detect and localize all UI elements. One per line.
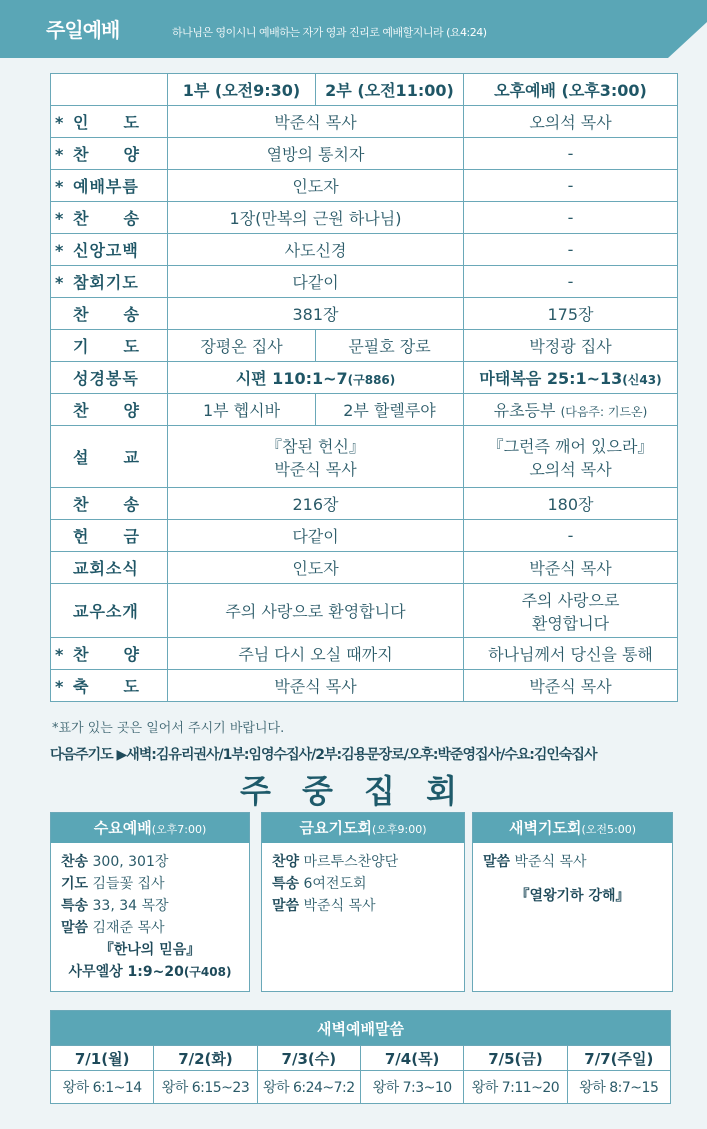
table-row xyxy=(51,638,678,670)
box-body: 말씀 박준식 목사 『열왕기하 강해』 xyxy=(473,843,672,915)
table-header-row xyxy=(51,74,678,106)
corner-cell xyxy=(51,74,168,106)
page-title: 주일예배 xyxy=(46,18,120,42)
morning-cell: 주님 다시 오실 때까지 xyxy=(168,638,464,670)
box-body: 찬양 마르투스찬양단 특송 6여전도회 말씀 박준식 목사 xyxy=(272,854,399,914)
table-row xyxy=(51,202,678,234)
afternoon-cell: - xyxy=(464,520,678,552)
second-service-cell: 문필호 장로 xyxy=(316,330,464,362)
table-row xyxy=(51,584,678,638)
afternoon-cell: 마태복음 25:1~13(신43) xyxy=(464,362,678,394)
stand-marker: * xyxy=(55,145,65,164)
table-row xyxy=(51,362,678,394)
dawn-prayer-box xyxy=(472,812,673,992)
scripture-cell: 왕하 6:24~7:2 xyxy=(257,1071,360,1104)
sermon-title: 『열왕기하 강해』 xyxy=(515,888,630,904)
afternoon-cell: - xyxy=(464,138,678,170)
first-service-cell: 장평온 집사 xyxy=(168,330,316,362)
table-row xyxy=(51,330,678,362)
box-body: 찬송 300, 301장 기도 김들꽃 집사 특송 33, 34 목장 말씀 김재준 목사 『한나의 믿음』 사무엘상 1:9~20(구408) xyxy=(51,843,249,991)
column-header: 1부 (오전9:30) xyxy=(168,74,316,106)
stand-marker: * xyxy=(55,113,65,132)
afternoon-cell: - xyxy=(464,234,678,266)
afternoon-cell: 180장 xyxy=(464,488,678,520)
row-label: 찬 양 xyxy=(51,394,168,426)
stand-marker: * xyxy=(55,677,65,696)
afternoon-cell: 오의석 목사 xyxy=(464,106,678,138)
table-row xyxy=(51,298,678,330)
dawn-words-title: 새벽예배말씀 xyxy=(51,1011,671,1046)
dawn-words-table xyxy=(50,1010,671,1104)
morning-cell: 216장 xyxy=(168,488,464,520)
header-banner xyxy=(0,0,707,62)
row-label: * 찬 양 xyxy=(51,638,168,670)
row-label: 교회소식 xyxy=(51,552,168,584)
morning-cell: 1장(만복의 근원 하나님) xyxy=(168,202,464,234)
row-label: 기 도 xyxy=(51,330,168,362)
morning-cell: 다같이 xyxy=(168,520,464,552)
table-row xyxy=(51,106,678,138)
scripture-cell: 왕하 7:11~20 xyxy=(464,1071,567,1104)
table-row xyxy=(51,426,678,488)
morning-cell: 박준식 목사 xyxy=(168,106,464,138)
row-label: * 축 도 xyxy=(51,670,168,702)
column-header: 2부 (오전11:00) xyxy=(316,74,464,106)
sermon-title: 『한나의 믿음』 xyxy=(99,942,201,958)
section-title: 주 중 집 회 xyxy=(239,772,468,810)
afternoon-cell: - xyxy=(464,202,678,234)
morning-cell: 인도자 xyxy=(168,170,464,202)
table-row xyxy=(51,138,678,170)
table-row xyxy=(51,266,678,298)
stand-marker: * xyxy=(55,209,65,228)
table-row xyxy=(51,488,678,520)
scripture-cell: 왕하 6:15~23 xyxy=(154,1071,257,1104)
box-header: 수요예배(오후7:00) xyxy=(51,813,249,843)
row-label: 헌 금 xyxy=(51,520,168,552)
afternoon-cell: 박정광 집사 xyxy=(464,330,678,362)
morning-cell: 인도자 xyxy=(168,552,464,584)
row-label: * 찬 양 xyxy=(51,138,168,170)
date-cell: 7/2(화) xyxy=(154,1046,257,1071)
row-label: * 인 도 xyxy=(51,106,168,138)
stand-marker: * xyxy=(55,177,65,196)
date-cell: 7/4(목) xyxy=(360,1046,463,1071)
morning-cell: 『참된 헌신』 박준식 목사 xyxy=(168,426,464,488)
row-label: * 찬 송 xyxy=(51,202,168,234)
row-label: * 신앙고백 xyxy=(51,234,168,266)
box-header: 새벽기도회(오전5:00) xyxy=(473,813,672,843)
table-row xyxy=(51,234,678,266)
row-label: 교우소개 xyxy=(51,584,168,638)
table-row xyxy=(51,670,678,702)
row-label: 찬 송 xyxy=(51,298,168,330)
date-cell: 7/7(주일) xyxy=(567,1046,670,1071)
friday-prayer-box xyxy=(261,812,465,992)
morning-cell: 시편 110:1~7(구886) xyxy=(168,362,464,394)
table-row xyxy=(51,170,678,202)
afternoon-cell: 하나님께서 당신을 통해 xyxy=(464,638,678,670)
morning-cell: 주의 사랑으로 환영합니다 xyxy=(168,584,464,638)
afternoon-cell: 주의 사랑으로 환영합니다 xyxy=(464,584,678,638)
stand-marker: * xyxy=(55,273,65,292)
box-header: 금요기도회(오후9:00) xyxy=(262,813,464,843)
row-label: * 예배부름 xyxy=(51,170,168,202)
stand-marker: * xyxy=(55,241,65,260)
afternoon-cell: 『그런즉 깨어 있으라』 오의석 목사 xyxy=(464,426,678,488)
table-row xyxy=(51,520,678,552)
header-verse: 하나님은 영이시니 예배하는 자가 영과 진리로 예배할지니라 (요4:24) xyxy=(172,26,487,39)
second-service-cell: 2부 할렐루야 xyxy=(316,394,464,426)
column-header: 오후예배 (오후3:00) xyxy=(464,74,678,106)
stand-marker: * xyxy=(55,645,65,664)
scripture-cell: 왕하 6:1~14 xyxy=(51,1071,154,1104)
morning-cell: 사도신경 xyxy=(168,234,464,266)
afternoon-cell: 175장 xyxy=(464,298,678,330)
date-cell: 7/5(금) xyxy=(464,1046,567,1071)
wednesday-service-box xyxy=(50,812,250,992)
afternoon-cell: - xyxy=(464,266,678,298)
morning-cell: 381장 xyxy=(168,298,464,330)
table-row xyxy=(51,394,678,426)
row-label: 설 교 xyxy=(51,426,168,488)
afternoon-cell: 유초등부 (다음주: 기드온) xyxy=(464,394,678,426)
date-cell: 7/1(월) xyxy=(51,1046,154,1071)
afternoon-cell: 박준식 목사 xyxy=(464,552,678,584)
date-cell: 7/3(수) xyxy=(257,1046,360,1071)
afternoon-cell: 박준식 목사 xyxy=(464,670,678,702)
morning-cell: 다같이 xyxy=(168,266,464,298)
standing-note: *표가 있는 곳은 일어서 주시기 바랍니다. xyxy=(52,721,285,736)
first-service-cell: 1부 헵시바 xyxy=(168,394,316,426)
row-label: 찬 송 xyxy=(51,488,168,520)
morning-cell: 열방의 통치자 xyxy=(168,138,464,170)
morning-cell: 박준식 목사 xyxy=(168,670,464,702)
scripture-cell: 왕하 7:3~10 xyxy=(360,1071,463,1104)
next-prayer-schedule: 다음주기도 ▶새벽:김유리권사/1부:임영수집사/2부:김용문장로/오후:박준영집사/수요:김인숙집사 xyxy=(50,747,597,763)
scripture: 사무엘상 1:9~20(구408) xyxy=(68,964,232,980)
scripture-cell: 왕하 8:7~15 xyxy=(567,1071,670,1104)
row-label: 성경봉독 xyxy=(51,362,168,394)
row-label: * 참회기도 xyxy=(51,266,168,298)
worship-order-table xyxy=(50,73,678,702)
table-row xyxy=(51,552,678,584)
afternoon-cell: - xyxy=(464,170,678,202)
